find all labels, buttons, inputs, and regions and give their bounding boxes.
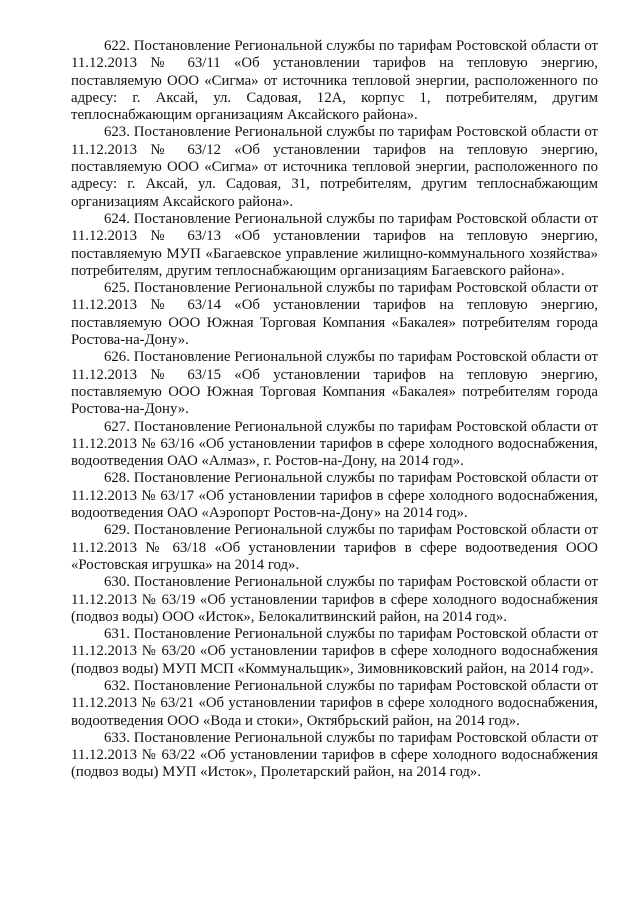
list-item-633: 633. Постановление Региональной службы по тарифам Ростовской области от 11.12.2013 № 63/22 «Об установлении тарифов в сфере холодного водоснабжения (подвоз воды) МУП «Исток», Пролетарский район, на 2014 год». [71, 729, 598, 781]
list-item-632: 632. Постановление Региональной службы по тарифам Ростовской области от 11.12.2013 № 63/21 «Об установлении тарифов в сфере холодного водоснабжения, водоотведения ООО «Вода и стоки», Октябрьский район, на 2014 год». [71, 677, 598, 729]
document-page [71, 38, 598, 782]
list-item-630: 630. Постановление Региональной службы по тарифам Ростовской области от 11.12.2013 № 63/19 «Об установлении тарифов в сфере холодного водоснабжения (подвоз воды) ООО «Исток», Белокалитвинский район, на 2014 год». [71, 574, 598, 625]
list-item-629: 629. Постановление Региональной службы по тарифам Ростовской области от 11.12.2013 № 63/18 «Об установлении тарифов в сфере водоотведения ООО «Ростовская игрушка» на 2014 год». [71, 522, 598, 573]
list-item-627: 627. Постановление Региональной службы по тарифам Ростовской области от 11.12.2013 № 63/16 «Об установлении тарифов в сфере холодного водоснабжения, водоотведения ОАО «Алмаз», г. Ростов-на-Дону, на 2014 год». [71, 418, 598, 470]
list-item-631: 631. Постановление Региональной службы по тарифам Ростовской области от 11.12.2013 № 63/20 «Об установлении тарифов в сфере холодного водоснабжения (подвоз воды) МУП МСП «Коммунальщик», Зимовниковский район, на 2014 год». [71, 626, 598, 677]
list-item-628: 628. Постановление Региональной службы по тарифам Ростовской области от 11.12.2013 № 63/17 «Об установлении тарифов в сфере холодного водоснабжения, водоотведения ОАО «Аэропорт Ростов-на-Дону» на 2014 год». [71, 470, 598, 522]
list-item-623: 623. Постановление Региональной службы по тарифам Ростовской области от 11.12.2013 № 63/12 «Об установлении тарифов на тепловую энергию, поставляемую ООО «Сигма» от источника тепловой энергии, расположенного по адресу: г. Аксай, ул. Садовая, 31, потребителям, другим теплоснабжающим организациям Аксайского района». [71, 124, 598, 210]
list-item-625: 625. Постановление Региональной службы по тарифам Ростовской области от 11.12.2013 № 63/14 «Об установлении тарифов на тепловую энергию, поставляемую ООО Южная Торговая Компания «Бакалея» потребителям города Ростова-на-Дону». [71, 280, 598, 349]
list-item-626: 626. Постановление Региональной службы по тарифам Ростовской области от 11.12.2013 № 63/15 «Об установлении тарифов на тепловую энергию, поставляемую ООО Южная Торговая Компания «Бакалея» потребителям города Ростова-на-Дону». [71, 349, 598, 418]
list-item-624: 624. Постановление Региональной службы по тарифам Ростовской области от 11.12.2013 № 63/13 «Об установлении тарифов на тепловую энергию, поставляемую МУП «Багаевское управление жилищно-коммунального хозяйства» потребителям, другим теплоснабжающим организациям Багаевского района». [71, 210, 598, 279]
list-item-622: 622. Постановление Региональной службы по тарифам Ростовской области от 11.12.2013 № 63/11 «Об установлении тарифов на тепловую энергию, поставляемую ООО «Сигма» от источника тепловой энергии, расположенного по адресу: г. Аксай, ул. Садовая, 12А, корпус 1, потребителям, другим теплоснабжающим организациям Аксайского района». [71, 38, 598, 124]
